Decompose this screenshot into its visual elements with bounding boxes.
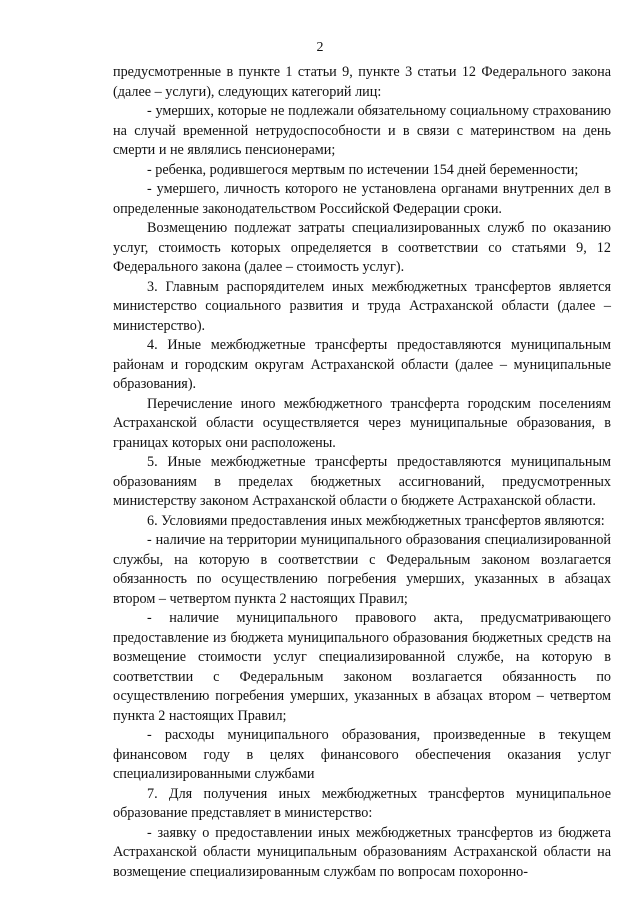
paragraph-13: - расходы муниципального образования, произведенные в текущем финансовом году в целях финансового обеспечения оказания услуг специализированными службами [113, 727, 611, 782]
paragraph-8: Перечисление иного межбюджетного трансферта городским поселениям Астраханской области осуществляется через муниципальные образования, в границах которых они расположены. [113, 395, 611, 451]
paragraph-3: - ребенка, родившегося мертвым по истечении 154 дней беременности; [147, 161, 579, 178]
paragraph-12: - наличие муниципального правового акта, предусматривающего предоставление из бюджета муниципального образования бюджетных средств на возмещение стоимости услуг специализированной службе, на которую в соответствии с Федеральным законом возлагается обязанность по осуществлению погребения умерших, указанных в абзацах втором – четвертом пункта 2 настоящих Правил; [113, 610, 611, 724]
paragraph-14: 7. Для получения иных межбюджетных трансфертов муниципальное образование представляет в министерство: [113, 785, 611, 821]
paragraph-2: - умерших, которые не подлежали обязательному социальному страхованию на случай временной нетрудоспособности и в связи с материнством на день смерти и не являлись пенсионерами; [113, 103, 611, 158]
page-number: 2 [316, 40, 324, 55]
paragraph-1: предусмотренные в пункте 1 статьи 9, пункте 3 статьи 12 Федерального закона (далее – услуги), следующих категорий лиц: [113, 64, 611, 100]
paragraph-4: - умершего, личность которого не установлена органами внутренних дел в определенные законодательством Российской Федерации сроки. [113, 181, 611, 217]
paragraph-5: Возмещению подлежат затраты специализированных служб по оказанию услуг, стоимость которых определяется в соответствии со статьями 9, 12 Федерального закона (далее – стоимость услуг). [113, 220, 611, 275]
document-body [113, 63, 611, 882]
paragraph-15: - заявку о предоставлении иных межбюджетных трансфертов из бюджета Астраханской области муниципальным образованиям Астраханской области на возмещение специализированным службам по вопросам похоронно- [113, 824, 611, 880]
paragraph-6: 3. Главным распорядителем иных межбюджетных трансфертов является министерство социального развития и труда Астраханской области (далее – министерство). [113, 278, 611, 334]
paragraph-10: 6. Условиями предоставления иных межбюджетных трансфертов являются: [147, 512, 605, 529]
paragraph-11: - наличие на территории муниципального образования специализированной службы, на которую в соответствии с Федеральным законом возлагается обязанность по осуществлению погребения умерших, указанных в абзацах втором – четвертом пункта 2 настоящих Правил; [113, 532, 611, 607]
paragraph-7: 4. Иные межбюджетные трансферты предоставляются муниципальным районам и городским округам Астраханской области (далее – муниципальные образования). [113, 337, 611, 392]
paragraph-9: 5. Иные межбюджетные трансферты предоставляются муниципальным образованиям в пределах бюджетных ассигнований, предусмотренных министерству законом Астраханской области о бюджете Астраханской области. [113, 454, 611, 509]
